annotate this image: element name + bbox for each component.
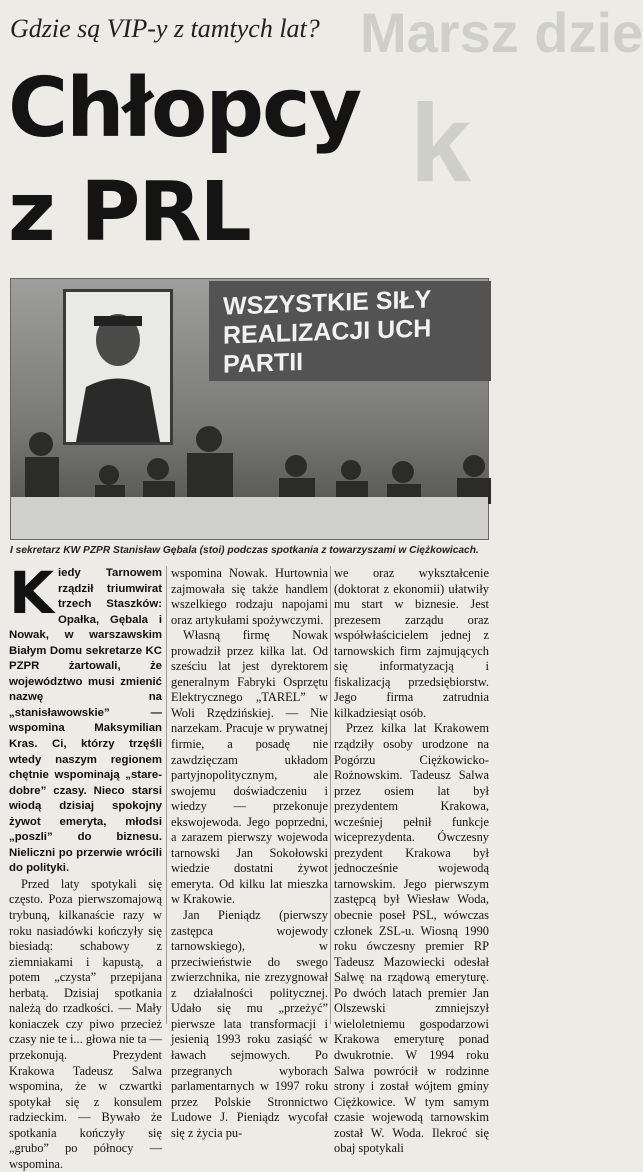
banner-text: WSZYSTKIE SIŁY REALIZACJI UCH PARTII <box>223 285 432 379</box>
news-photo <box>10 278 489 540</box>
kicker: Gdzie są VIP-y z tamtych lat? <box>10 14 320 43</box>
paragraph: wspomina Nowak. Hurtownia zajmowała się także handlem wszelkiego rodzaju napojami oraz artykułami spożywczymi. <box>171 566 328 627</box>
article-column-2 <box>171 566 328 1141</box>
headline-line-1: Chłopcy <box>8 61 361 156</box>
column-divider <box>330 566 331 1024</box>
conference-table <box>11 497 488 539</box>
article-column-1 <box>9 559 162 1172</box>
lead-paragraph <box>9 559 162 877</box>
column-divider <box>166 566 167 1024</box>
article-column-3 <box>334 566 489 1157</box>
paragraph: Własną firmę Nowak prowadził przez kilka lat. Od sześciu lat jest dyrektorem generalnym Fabryki Osprzętu Elektrycznego „TAREL” w Woli Rzędzińskiej. — Nie narzekam. Pracuje w prywatnej firmie, a posadę nie zawdzięczam układom partyjnopolitycznym, ale swojemu doświadczeniu i wiedzy — przekonuje ekswojewoda. Jego poprzedni, a zarazem pierwszy wojewoda tarnowski Jan Sokołowski wiedzie dostatni żywot emeryta. Od kilku lat mieszka w Krakowie. <box>171 628 328 907</box>
photo-caption: I sekretarz KW PZPR Stanisław Gębala (stoi) podczas spotkania z towarzyszami w Ciężkowicach. <box>10 545 479 556</box>
paragraph: Przed laty spotykali się często. Poza pierwszomajową trybuną, kilkanaście razy w roku nasiadówki kończyły się biesiadą: schabowy z ziemniakami i kapustą, a potem „czysta” przepijana herbatą. Dzisiaj spotkania należą do rzadkości. — Mały koniaczek czy piwo przecież czasy nie te i... głowa nie ta — przekonują. Prezydent Krakowa Tadeusz Salwa wspomina, że w czwartki spotykał się z konsulem radzieckim. — Bywało że spotkania kończyły się „grubo” po północy — wspomina. <box>9 876 162 1171</box>
background-ghost-headline <box>360 0 643 280</box>
drop-cap: K <box>9 559 54 627</box>
lead-text: iedy Tarnowem rządził triumwirat trzech Staszków: Opałka, Gębala i Nowak, w warszawskim Białym Domu sekretarze KC PZPR żartowali, że województwo musi zmienić nazwę na „stanisławowskie” — wspomina Maksymilian Kras. Ci, którzy trzęśli wtedy naszym regionem chętnie wspominają „stare-dobre” czasy. Nieco starsi wiodą dzisiaj spokojny żywot emeryta, młodsi „poszli” do biznesu. Nieliczni po przerwie wrócili do polityki. <box>9 567 162 875</box>
paragraph: we oraz wykształcenie (doktorat z ekonomii) ułatwiły mu start w biznesie. Jest prezesem zarządu oraz współwłaścicielem jednej z tarnowskich firm zajmujących się informatyzacją i fiskalizacją przedsiębiorstw. Jego firma zatrudnia kilkadziesiąt osób. <box>334 566 489 720</box>
paragraph: Przez kilka lat Krakowem rządziły osoby urodzone na Pogórzu Ciężkowicko-Rożnowskim. Tadeusz Salwa przez osiem lat był prezydentem Krakowa, wcześniej pełnił funkcje wiceprezydenta. Ówczesny prezydent Krakowa był jednocześnie wojewodą tarnowskim. Jego pierwszym zastępcą był Wiesław Woda, obecnie poseł PSL, wówczas członek ZSL-u. Wiosną 1990 roku ówczesny premier RP Tadeusz Mazowiecki odesłał Salwę na rządową emeryturę. Po dwóch latach premier Jan Olszewski zmniejszył wieloletniemu gospodarzowi Krakowa emeryturę ponad dwukrotnie. W 1994 roku Salwa powrócił w rodzinne strony i został wójtem gminy Ciężkowice. W tym samym czasie wojewodą tarnowskim został W. Woda. Ilekroć się obaj spotykali <box>334 721 489 1156</box>
paragraph: Jan Pieniądz (pierwszy zastępca wojewody tarnowskiego), w przeciwieństwie do swego zwierzchnika, nie zrezygnował z działalności politycznej. Udało się mu „przeżyć” pierwsze lata transformacji i jesienią 1993 roku zasiąść w ławach sejmowych. Po przegranych wyborach parlamentarnych w 1997 roku przez Polskie Stronnictwo Ludowe J. Pieniądz wycofał się z życia pu- <box>171 908 328 1140</box>
ghost-line-2: k <box>410 82 472 205</box>
headline-line-2: z PRL <box>8 165 250 260</box>
ghost-line-1: Marsz dzie <box>360 1 643 64</box>
